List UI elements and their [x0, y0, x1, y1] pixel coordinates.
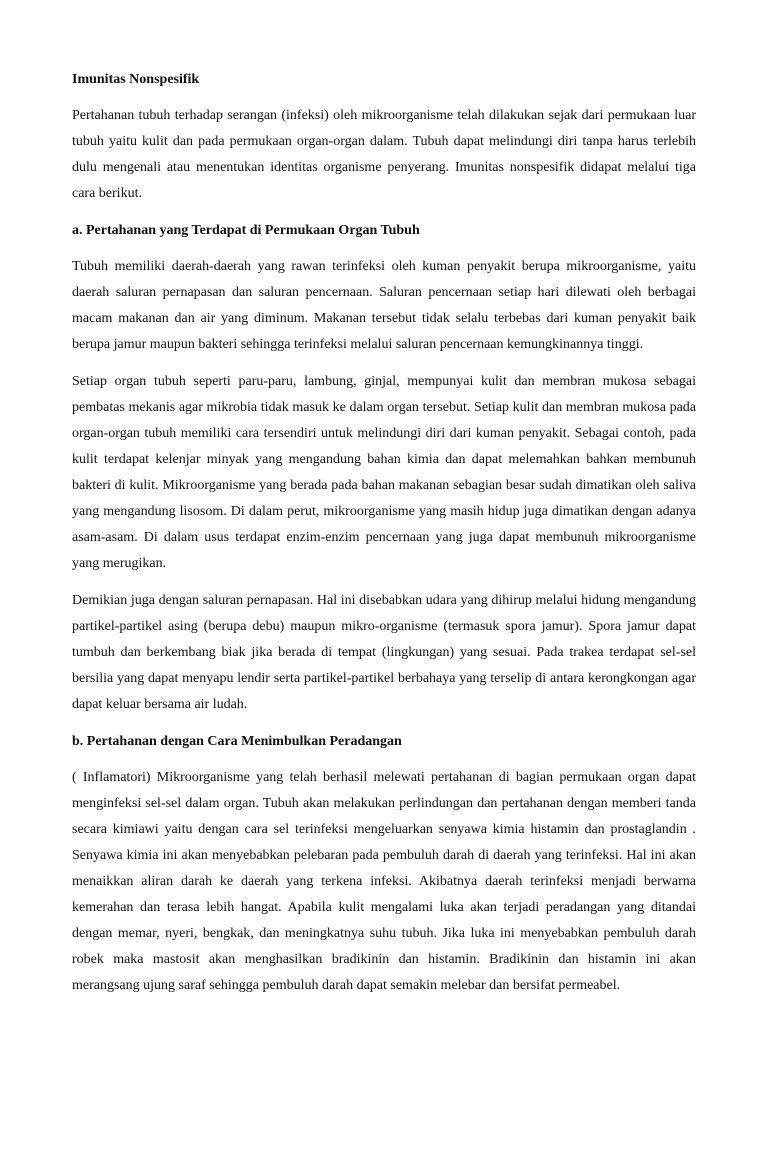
section-b-heading: b. Pertahanan dengan Cara Menimbulkan Peradangan [72, 734, 402, 749]
section-a-paragraph-3: Demikian juga dengan saluran pernapasan. Hal ini disebabkan udara yang dihirup melalui hidung mengandung partikel-partikel asing (berupa debu) maupun mikro-organisme (termasuk spora jamur). Spora jamur dapat tumbuh dan berkembang biak jika berada di tempat (lingkungan) yang sesuai. Pada trakea terdapat sel-sel bersilia yang dapat menyapu lendir serta partikel-partikel berbahaya yang terselip di antara kerongkongan agar dapat keluar bersama air ludah. [72, 593, 696, 712]
document-title: Imunitas Nonspesifik [72, 72, 200, 87]
section-a-heading: a. Pertahanan yang Terdapat di Permukaan Organ Tubuh [72, 223, 420, 238]
section-a-paragraph-1: Tubuh memiliki daerah-daerah yang rawan terinfeksi oleh kuman penyakit berupa mikroorganisme, yaitu daerah saluran pernapasan dan saluran pencernaan. Saluran pencernaan setiap hari dilewati oleh berbagai macam makanan dan air yang diminum. Makanan tersebut tidak selalu terbebas dari kuman penyakit baik berupa jamur maupun bakteri sehingga terinfeksi melalui saluran pencernaan kemungkinannya tinggi. [72, 259, 696, 352]
document-page [72, 67, 696, 1010]
section-a-paragraph-2: Setiap organ tubuh seperti paru-paru, lambung, ginjal, mempunyai kulit dan membran mukosa sebagai pembatas mekanis agar mikrobia tidak masuk ke dalam organ tersebut. Setiap kulit dan membran mukosa pada organ-organ tubuh memiliki cara tersendiri untuk melindungi diri dari kuman penyakit. Sebagai contoh, pada kulit terdapat kelenjar minyak yang mengandung bahan kimia dan dapat melemahkan bahkan membunuh bakteri di kulit. Mikroorganisme yang berada pada bahan makanan sebagian besar sudah dimatikan oleh saliva yang mengandung lisosom. Di dalam perut, mikroorganisme yang masih hidup juga dimatikan dengan adanya asam-asam. Di dalam usus terdapat enzim-enzim pencernaan yang juga dapat membunuh mikroorganisme yang merugikan. [72, 374, 696, 571]
intro-paragraph: Pertahanan tubuh terhadap serangan (infeksi) oleh mikroorganisme telah dilakukan sejak dari permukaan luar tubuh yaitu kulit dan pada permukaan organ-organ dalam. Tubuh dapat melindungi diri tanpa harus terlebih dulu mengenali atau menentukan identitas organisme penyerang. Imunitas nonspesifik didapat melalui tiga cara berikut. [72, 108, 696, 201]
section-b-paragraph-1: ( Inflamatori) Mikroorganisme yang telah berhasil melewati pertahanan di bagian permukaan organ dapat menginfeksi sel-sel dalam organ. Tubuh akan melakukan perlindungan dan pertahanan dengan memberi tanda secara kimiawi yaitu dengan cara sel terinfeksi mengeluarkan senyawa kimia histamin dan prostaglandin . Senyawa kimia ini akan menyebabkan pelebaran pada pembuluh darah di daerah yang terinfeksi. Hal ini akan menaikkan aliran darah ke daerah yang terkena infeksi. Akibatnya daerah terinfeksi menjadi berwarna kemerahan dan terasa lebih hangat. Apabila kulit mengalami luka akan terjadi peradangan yang ditandai dengan memar, nyeri, bengkak, dan meningkatnya suhu tubuh. Jika luka ini menyebabkan pembuluh darah robek maka mastosit akan menghasilkan bradikinin dan histamin. Bradikinin dan histamin ini akan merangsang ujung saraf sehingga pembuluh darah dapat semakin melebar dan bersifat permeabel. [72, 770, 696, 993]
